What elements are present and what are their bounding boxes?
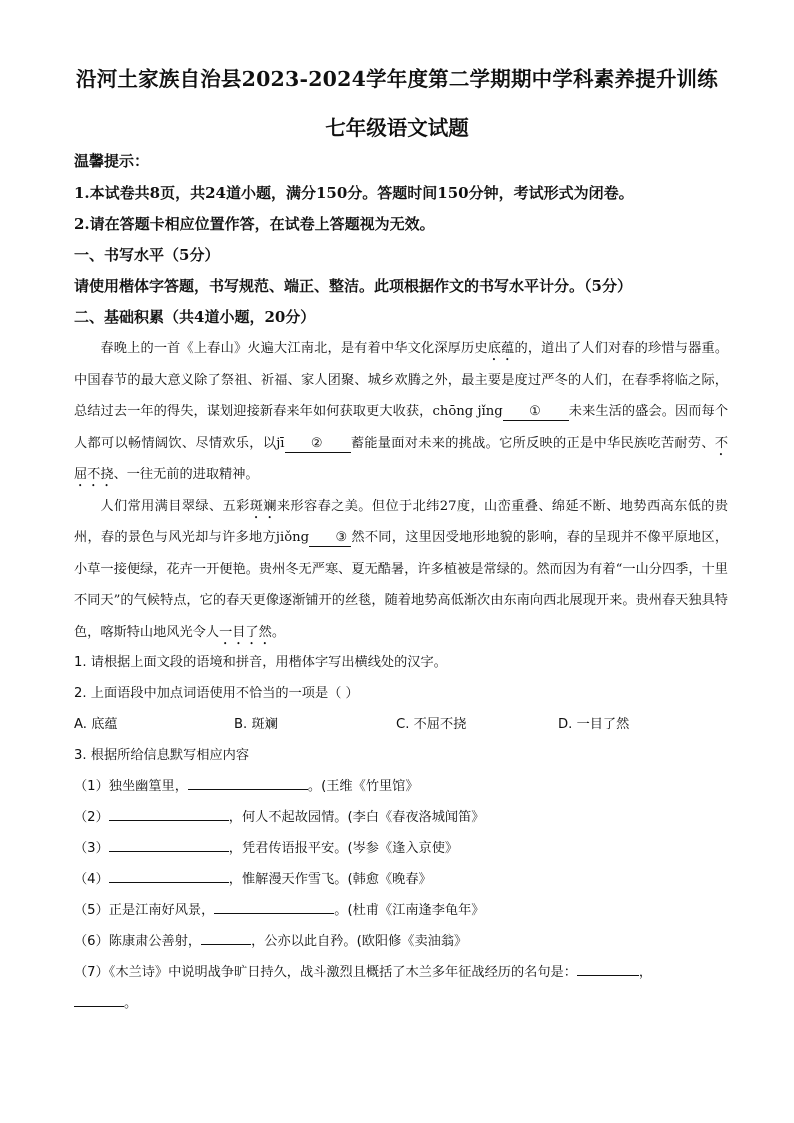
item-text: ，惟解漫天作雪飞。(韩愈《晚春》 [228, 872, 432, 887]
option-letter: A. [74, 717, 87, 732]
passage-text: 然不同，这里因受地形地貌的影响，春的呈现并不像平原地区，小草一接便绿，花卉一开便艳。贵州冬无严寒、夏无酷暑，许多植被是常绿的。然而因为有着“一山分四季，十里不同天”的气候特点，它的春天更像逐渐铺开的丝毯，随着地势高低渐次由东南向西北展现开来。贵州春天独具特色，喀斯特山地风光令人 [74, 530, 729, 640]
passage-text: 的，道出了人们对春的珍惜与器重。中国春节的最大意义除了祭祖、祈福、家人团聚、城乡欢腾之外，最主要是度过严冬的人们，在春季将临之际，总结过去一年的得失，谋划迎接新春来年如何获取更大收获， [74, 341, 729, 419]
option-text: 不屈不挠 [413, 717, 467, 732]
passage-text: 蓄能量面对未来的挑战。它所反映的正是中华民族吃苦耐劳、 [350, 435, 715, 451]
item-text: 。(王维《竹里馆》 [307, 779, 419, 794]
dotted-word-yimu: 一目了然 [219, 624, 272, 640]
question-2: 2. 上面语段中加点词语使用不恰当的一项是（ ） [74, 686, 359, 701]
item-text: 。 [124, 996, 138, 1011]
q3-item-6 [74, 930, 467, 949]
q3-item-4 [74, 868, 432, 887]
item-text: （1）独坐幽篁里， [74, 779, 188, 794]
dotted-word-buqu: 不屈不挠 [74, 435, 728, 482]
q3-item-7 [74, 961, 652, 980]
passage-text: 未来生活的盛会。因而每个人都可以畅情阔饮、尽情欢乐，以 [74, 404, 729, 451]
section-1-heading: 一、书写水平（5分） [74, 246, 220, 264]
q3-item-7-continued [74, 992, 137, 1011]
pinyin-3: jiǒng [275, 530, 310, 545]
option-b[interactable] [234, 713, 278, 732]
question-1: 1. 请根据上面文段的语境和拼音，用楷体字写出横线处的汉字。 [74, 655, 447, 670]
notice-heading: 温馨提示： [74, 152, 150, 170]
item-text: （2） [74, 810, 109, 825]
item-text: （7）《木兰诗》中说明战争旷日持久，战斗激烈且概括了木兰多年征战经历的名句是： [74, 965, 577, 980]
reading-passage [74, 333, 728, 648]
item-text: ，凭君传语报平安。(岑参《逢入京使》 [228, 841, 459, 856]
option-text: 斑斓 [251, 717, 278, 732]
q3-item-1 [74, 775, 419, 794]
option-letter: D. [558, 717, 573, 732]
fill-blank-2[interactable]: ② [285, 436, 351, 453]
section-1-instruction: 请使用楷体字答题，书写规范、端正、整洁。此项根据作文的书写水平计分。（5分） [74, 277, 632, 295]
dotted-word-diyun: 底蕴 [487, 341, 515, 356]
option-text: 一目了然 [576, 717, 630, 732]
passage-paragraph-1 [74, 333, 728, 491]
pinyin-1: chōng jǐng [432, 404, 503, 419]
item-text: ，公亦以此自矜。(欧阳修《卖油翁》 [251, 934, 468, 949]
option-a[interactable] [74, 713, 118, 732]
item-text: （5）正是江南好风景， [74, 903, 215, 918]
exam-title: 沿河土家族自治县2023-2024学年度第二学期期中学科素养提升训练 [76, 67, 718, 91]
option-letter: C. [396, 717, 410, 732]
passage-text: 、一往无前的进取精神。 [113, 467, 259, 482]
passage-text: 。 [271, 624, 285, 640]
item-text: （3） [74, 841, 109, 856]
q3-item-2 [74, 806, 484, 825]
answer-blank[interactable] [109, 851, 229, 852]
pinyin-2: jī [276, 435, 285, 451]
dotted-word-banlan: 斑斓 [249, 498, 277, 514]
fill-blank-3[interactable]: ③ [309, 530, 351, 547]
q3-item-3 [74, 837, 458, 856]
item-text: （6）陈康肃公善射， [74, 934, 202, 949]
answer-blank[interactable] [214, 913, 334, 914]
answer-blank[interactable] [577, 975, 639, 976]
option-letter: B. [234, 717, 248, 732]
answer-blank[interactable] [188, 789, 308, 790]
option-d[interactable] [558, 713, 629, 732]
item-text: ，何人不起故园情。(李白《春夜洛城闻笛》 [228, 810, 485, 825]
exam-subtitle: 七年级语文试题 [325, 116, 469, 140]
answer-blank[interactable] [109, 882, 229, 883]
passage-text: 人们常用满目翠绿、五彩 [100, 498, 250, 514]
question-3: 3. 根据所给信息默写相应内容 [74, 748, 250, 763]
q3-item-5 [74, 899, 484, 918]
option-c[interactable] [396, 713, 466, 732]
passage-paragraph-2 [74, 491, 728, 649]
option-text: 底蕴 [91, 717, 118, 732]
item-text: （4） [74, 872, 109, 887]
item-text: ， [638, 965, 653, 980]
passage-text: 来形容春之美。但位于北纬27度，山峦重叠、绵延不断、地势西高东低的贵州，春的景色与风光却与许多地方 [74, 498, 729, 545]
section-2-heading: 二、基础积累（共4道小题，20分） [74, 308, 316, 326]
answer-blank[interactable] [74, 1006, 124, 1007]
fill-blank-1[interactable]: ① [503, 404, 569, 421]
answer-blank[interactable] [201, 944, 251, 945]
notice-item-2: 2.请在答题卡相应位置作答，在试卷上答题视为无效。 [74, 215, 435, 233]
item-text: 。(杜甫《江南逢李龟年》 [334, 903, 485, 918]
passage-text: 春晚上的一首《上春山》火遍大江南北，是有着中华文化深厚历史 [100, 341, 488, 356]
notice-item-1: 1.本试卷共8页，共24道小题，满分150分。答题时间150分钟，考试形式为闭卷。 [74, 184, 634, 202]
answer-blank[interactable] [109, 820, 229, 821]
